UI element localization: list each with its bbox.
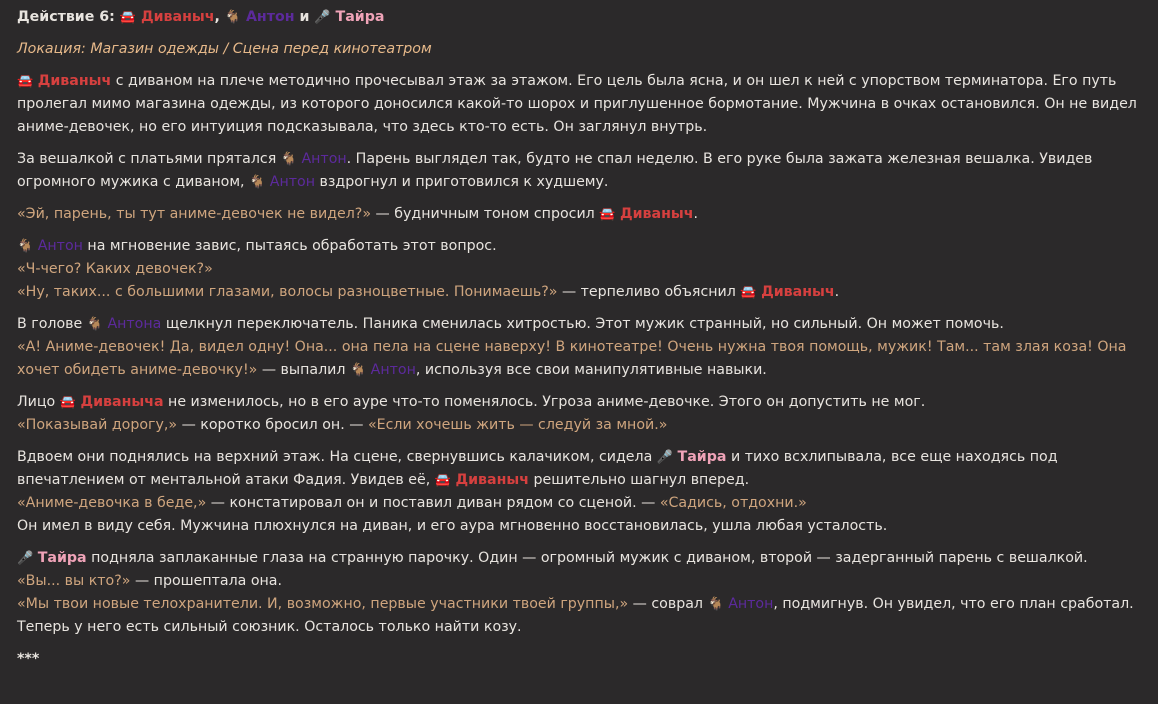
character-divanych: Диваныч: [140, 9, 215, 25]
goat-icon: 🐐: [349, 363, 367, 378]
paragraph-line: [17, 391, 1142, 414]
dialogue-quote: «А! Аниме-девочек! Да, видел одну! Она... она пела на сцене наверху! В кинотеатре! Очень нужна твоя помощь, мужик! Там... там злая коза! Она хочет обидеть аниме-девочку!»: [17, 339, 1127, 378]
dialogue-quote: «Ну, таких... с большими глазами, волосы разноцветные. Понимаешь?»: [17, 284, 558, 300]
narration: — констатировал он и поставил диван рядом со сценой. —: [210, 495, 656, 511]
paragraph-line: [17, 313, 1142, 336]
paragraph-line: [17, 547, 1142, 570]
narration: не изменилось, но в его ауре что-то поменялось. Угроза аниме-девочке. Этого он допустить не мог.: [168, 394, 926, 410]
narration: — терпеливо объяснил: [561, 284, 736, 300]
dialogue-quote: «Показывай дорогу,»: [17, 417, 178, 433]
car-icon: 🚘: [740, 285, 757, 300]
heading-conjunction: и: [299, 9, 310, 25]
heading-prefix: Действие 6:: [17, 9, 115, 25]
car-icon: 🚘: [434, 473, 451, 488]
narration: .: [693, 206, 698, 222]
narration: За вешалкой с платьями прятался: [17, 151, 277, 167]
microphone-icon: 🎤: [314, 10, 331, 25]
character-divanych: Диваныча: [80, 394, 164, 410]
character-anton: Антон: [245, 9, 295, 25]
dialogue-quote: «Аниме-девочка в беде,»: [17, 495, 207, 511]
paragraph-line: [17, 593, 1142, 639]
paragraph-line: [17, 336, 1142, 382]
paragraph-line: [17, 570, 1142, 593]
narration: Он имел в виду себя. Мужчина плюхнулся на диван, и его аура мгновенно восстановилась, ушла любая усталость.: [17, 518, 888, 534]
narration: вздрогнул и приготовился к худшему.: [319, 174, 609, 190]
paragraph-line: [17, 414, 1142, 437]
paragraph-2: [17, 148, 1142, 194]
goat-icon: 🐐: [224, 10, 241, 25]
dialogue-quote: «Ч-чего? Каких девочек?»: [17, 261, 213, 277]
character-anton: Антон: [301, 151, 347, 167]
paragraph-8: [17, 547, 1142, 639]
paragraph-7: [17, 446, 1142, 538]
character-taira: Тайра: [37, 550, 87, 566]
dialogue-quote: «Мы твои новые телохранители. И, возможно, первые участники твоей группы,»: [17, 596, 629, 612]
microphone-icon: 🎤: [17, 551, 34, 566]
narration: и тихо всхлипывала, все еще находясь под впечатлением от ментальной атаки Фадия. Увидев её,: [17, 449, 1058, 488]
goat-icon: 🐐: [707, 597, 724, 612]
narration: .: [834, 284, 840, 300]
narration: — будничным тоном спросил: [375, 206, 595, 222]
character-anton: Антон: [370, 362, 416, 378]
narration: — выпалил: [261, 362, 346, 378]
narration: — соврал: [632, 596, 703, 612]
character-divanych: Диваныч: [761, 284, 835, 300]
dialogue-quote: «Садись, отдохни.»: [659, 495, 807, 511]
goat-icon: 🐐: [17, 239, 34, 254]
paragraph-1: [17, 70, 1142, 139]
paragraph-6: [17, 391, 1142, 437]
dialogue-quote: «Вы... вы кто?»: [17, 573, 131, 589]
character-divanych: Диваныч: [455, 472, 529, 488]
narration: Вдвоем они поднялись на верхний этаж. На сцене, свернувшись калачиком, сидела: [17, 449, 653, 465]
scene-heading: [17, 6, 1142, 29]
character-anton: Антон: [728, 596, 774, 612]
paragraph-4: [17, 235, 1142, 304]
car-icon: 🚘: [59, 395, 76, 410]
car-icon: 🚘: [599, 207, 616, 222]
character-anton: Антон: [37, 238, 83, 254]
narration: , используя все свои манипулятивные навыки.: [415, 362, 767, 378]
goat-icon: 🐐: [249, 175, 266, 190]
microphone-icon: 🎤: [656, 450, 674, 465]
character-divanych: Диваныч: [619, 206, 694, 222]
character-taira: Тайра: [335, 9, 385, 25]
narration: , подмигнув. Он увидел, что его план сработал. Теперь у него есть сильный союзник. Осталось только найти козу.: [17, 596, 1134, 635]
heading-separator: ,: [214, 9, 220, 25]
narration: решительно шагнул вперед.: [533, 472, 750, 488]
goat-icon: 🐐: [280, 152, 297, 167]
narration: В голове: [17, 316, 83, 332]
narration: . Парень выглядел так, будто не спал неделю. В его руке была зажата железная вешалка. Увидев огромного мужика с диваном,: [17, 151, 1093, 190]
goat-icon: 🐐: [86, 317, 103, 332]
location-line: Локация: Магазин одежды / Сцена перед кинотеатром: [17, 41, 432, 57]
paragraph-3: [17, 203, 1142, 226]
narration: щелкнул переключатель. Паника сменилась хитростью. Этот мужик странный, но сильный. Он может помочь.: [165, 316, 1004, 332]
narration: на мгновение завис, пытаясь обработать этот вопрос.: [87, 238, 497, 254]
narration: подняла заплаканные глаза на странную парочку. Один — огромный мужик с диваном, второй — задерганный парень с вешалкой.: [91, 550, 1088, 566]
narration: — коротко бросил он. —: [181, 417, 364, 433]
paragraph-line: [17, 446, 1142, 492]
paragraph-line: [17, 235, 1142, 258]
scene-separator: ***: [17, 651, 40, 667]
paragraph-line: [17, 281, 1142, 304]
car-icon: 🚘: [119, 10, 136, 25]
narration: с диваном на плече методично прочесывал этаж за этажом. Его цель была ясна, и он шел к ней с упорством терминатора. Его путь пролегал мимо магазина одежды, из которого доносился какой-то шорох и приглушенное бормотание. Мужчина в очках остановился. Он не видел аниме-девочек, но его интуиция подсказывала, что здесь кто-то есть. Он заглянул внутрь.: [17, 73, 1137, 135]
narration: — прошептала она.: [134, 573, 283, 589]
car-icon: 🚘: [17, 74, 34, 89]
dialogue-quote: «Если хочешь жить — следуй за мной.»: [367, 417, 668, 433]
narration: Лицо: [17, 394, 56, 410]
paragraph-5: [17, 313, 1142, 382]
character-taira: Тайра: [677, 449, 727, 465]
character-anton: Антон: [269, 174, 315, 190]
paragraph-line: [17, 492, 1142, 515]
character-divanych: Диваныч: [37, 73, 112, 89]
dialogue-quote: «Эй, парень, ты тут аниме-девочек не видел?»: [17, 206, 372, 222]
character-anton: Антона: [107, 316, 162, 332]
